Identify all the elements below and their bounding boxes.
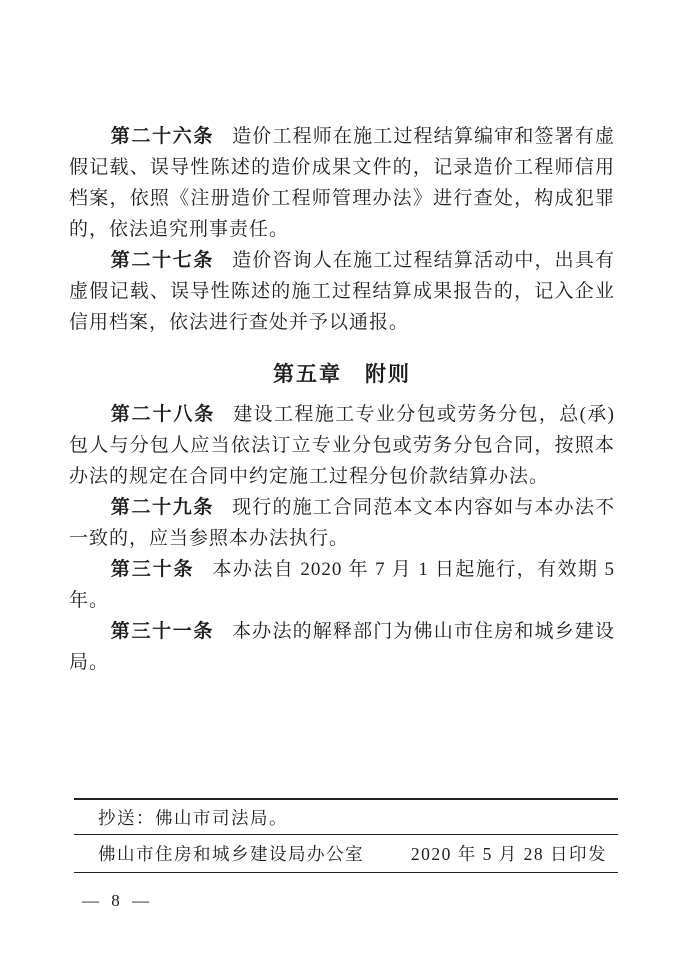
article-30-paragraph — [69, 554, 615, 616]
article-29-text: 现行的施工合同范本文本内容如与本办法不一致的，应当参照本办法执行。 — [69, 497, 615, 549]
article-26-number: 第二十六条 — [110, 126, 215, 147]
article-28-text: 建设工程施工专业分包或劳务分包，总(承)包人与分包人应当依法订立专业分包或劳务分包合同，按照本办法的规定在合同中约定施工过程分包价款结算办法。 — [69, 404, 615, 487]
article-31-paragraph — [69, 616, 615, 678]
article-26-paragraph — [69, 121, 615, 245]
article-30-number: 第三十条 — [110, 559, 195, 580]
issuer-row — [74, 835, 618, 872]
article-30-text: 本办法自 2020 年 7 月 1 日起施行，有效期 5 年。 — [69, 559, 615, 611]
article-31-number: 第三十一条 — [110, 621, 215, 642]
article-29-paragraph — [69, 492, 615, 554]
article-31-text: 本办法的解释部门为佛山市住房和城乡建设局。 — [69, 621, 615, 673]
article-29-number: 第二十九条 — [110, 497, 215, 518]
article-27-paragraph — [69, 245, 615, 338]
document-footer — [74, 798, 618, 873]
footer-bottom-rule — [74, 872, 618, 873]
article-28-paragraph — [69, 399, 615, 492]
page-number: — 8 — — [82, 891, 153, 910]
cc-text: 抄送：佛山市司法局。 — [98, 807, 288, 828]
print-date: 2020 年 5 月 28 日印发 — [410, 844, 607, 864]
article-27-number: 第二十七条 — [110, 250, 215, 271]
issuer-office: 佛山市住房和城乡建设局办公室 — [98, 844, 364, 864]
cc-row — [74, 800, 618, 834]
document-body — [69, 121, 615, 678]
article-26-text: 造价工程师在施工过程结算编审和签署有虚假记载、误导性陈述的造价成果文件的，记录造价工程师信用档案，依照《注册造价工程师管理办法》进行查处，构成犯罪的，依法追究刑事责任。 — [69, 126, 615, 240]
article-27-text: 造价咨询人在施工过程结算活动中，出具有虚假记载、误导性陈述的施工过程结算成果报告的，记入企业信用档案，依法进行查处并予以通报。 — [69, 250, 615, 333]
chapter-heading: 第五章 附则 — [273, 363, 411, 386]
article-28-number: 第二十八条 — [110, 404, 216, 425]
